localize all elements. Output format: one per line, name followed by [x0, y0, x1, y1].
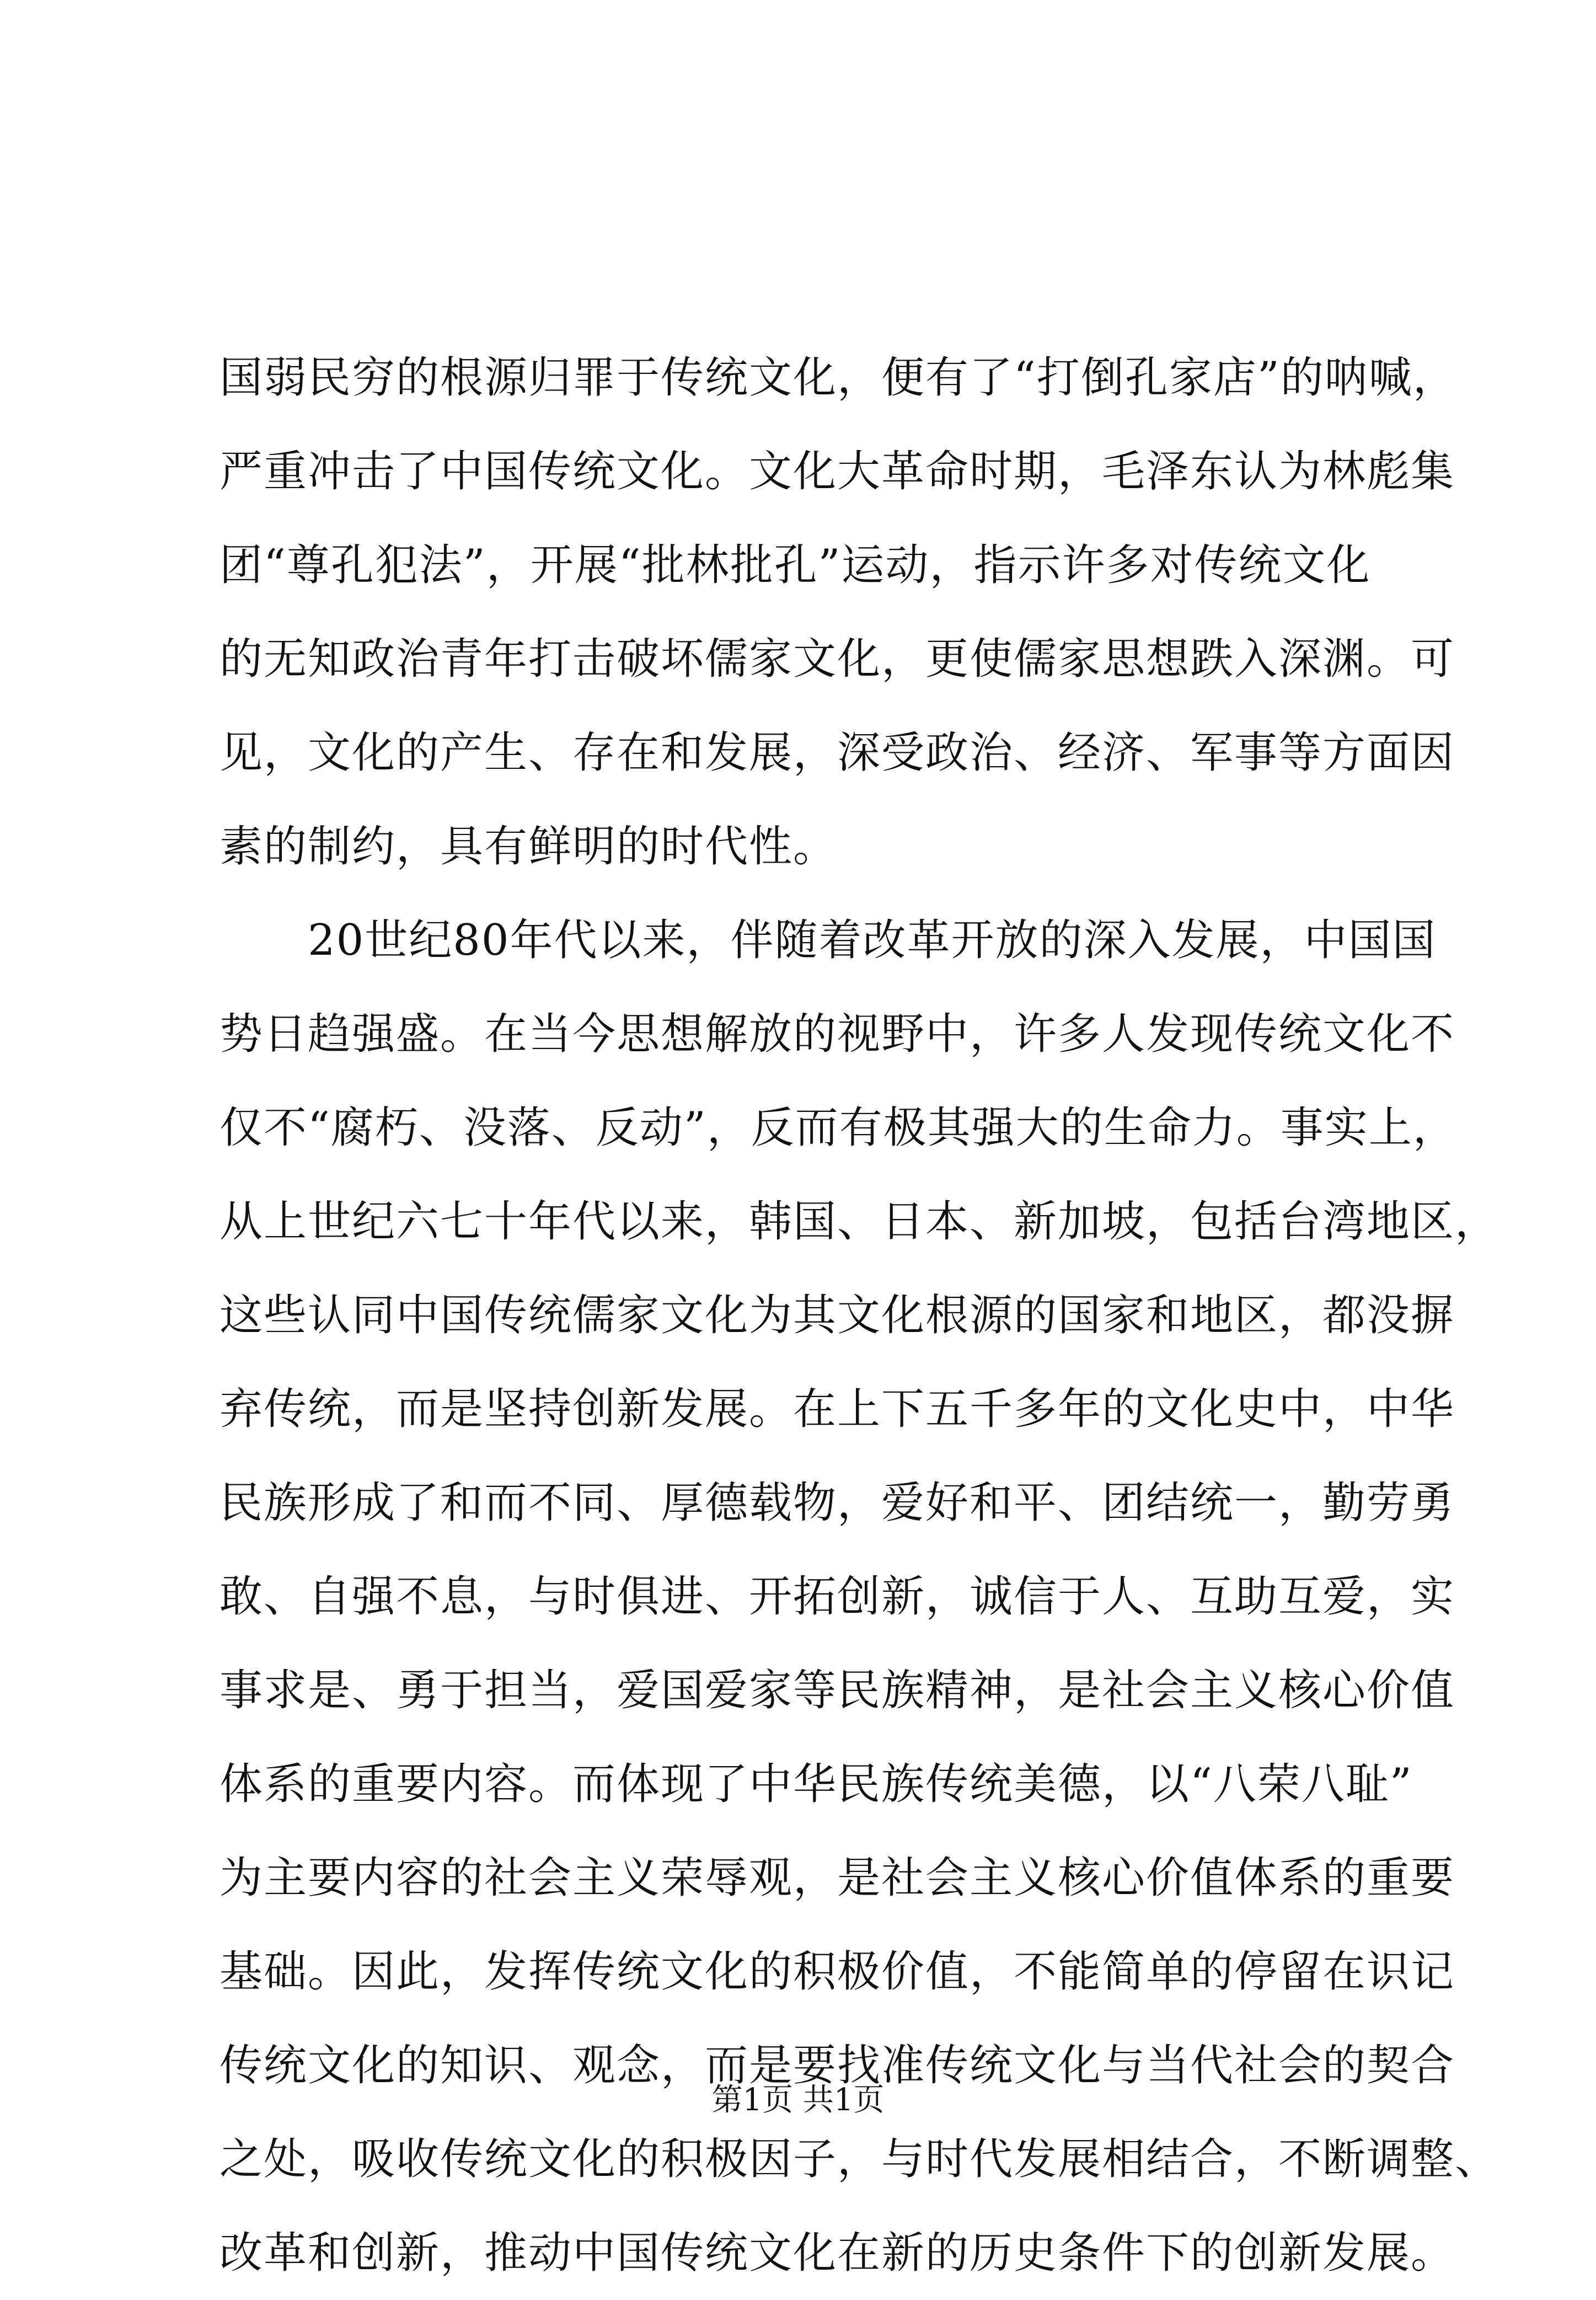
text-line: 从上世纪六七十年代以来，韩国、日本、新加坡，包括台湾地区， [219, 1197, 1499, 1247]
text-line: 之处，吸收传统文化的积极因子，与时代发展相结合，不断调整、 [219, 2135, 1499, 2184]
text-line: 改革和创新，推动中国传统文化在新的历史条件下的创新发展。 [219, 2228, 1455, 2278]
text-line: 弃传统，而是坚持创新发展。在上下五千多年的文化史中，中华 [219, 1384, 1455, 1434]
text-line: 基础。因此，发挥传统文化的积极价值，不能简单的停留在识记 [219, 1947, 1455, 1997]
text-line: 仅不“腐朽、没落、反动”，反而有极其强大的生命力。事实上， [219, 1103, 1457, 1153]
text-line: 势日趋强盛。在当今思想解放的视野中，许多人发现传统文化不 [219, 1009, 1455, 1059]
text-line: 这些认同中国传统儒家文化为其文化根源的国家和地区，都没摒 [219, 1291, 1455, 1340]
text-line: 见，文化的产生、存在和发展，深受政治、经济、军事等方面因 [219, 728, 1455, 778]
text-line: 民族形成了和而不同、厚德载物，爱好和平、团结统一，勤劳勇 [219, 1478, 1455, 1528]
text-line: 严重冲击了中国传统文化。文化大革命时期，毛泽东认为林彪集 [219, 447, 1455, 496]
text-line: 为主要内容的社会主义荣辱观，是社会主义核心价值体系的重要 [219, 1853, 1455, 1903]
text-line: 体系的重要内容。而体现了中华民族传统美德，以“八荣八耻” [219, 1759, 1413, 1809]
text-line: 敢、自强不息，与时俱进、开拓创新，诚信于人、互助互爱，实 [219, 1572, 1455, 1622]
text-line: 20世纪80年代以来，伴随着改革开放的深入发展，中国国 [219, 916, 1437, 965]
text-line: 的无知政治青年打击破坏儒家文化，更使儒家思想跌入深渊。可 [219, 634, 1455, 684]
text-line: 素的制约，具有鲜明的时代性。 [219, 822, 838, 871]
text-line: 团“尊孔犯法”，开展“批林批孔”运动，指示许多对传统文化 [219, 541, 1371, 590]
text-line: 国弱民穷的根源归罪于传统文化，便有了“打倒孔家店”的呐喊， [219, 353, 1457, 403]
text-line: 传统文化的知识、观念，而是要找准传统文化与当代社会的契合 [219, 2041, 1455, 2090]
body-text [219, 331, 1499, 2300]
text-line: 事求是、勇于担当，爱国爱家等民族精神，是社会主义核心价值 [219, 1666, 1455, 1715]
page-footer: 第1页 共1页 [711, 2082, 885, 2118]
